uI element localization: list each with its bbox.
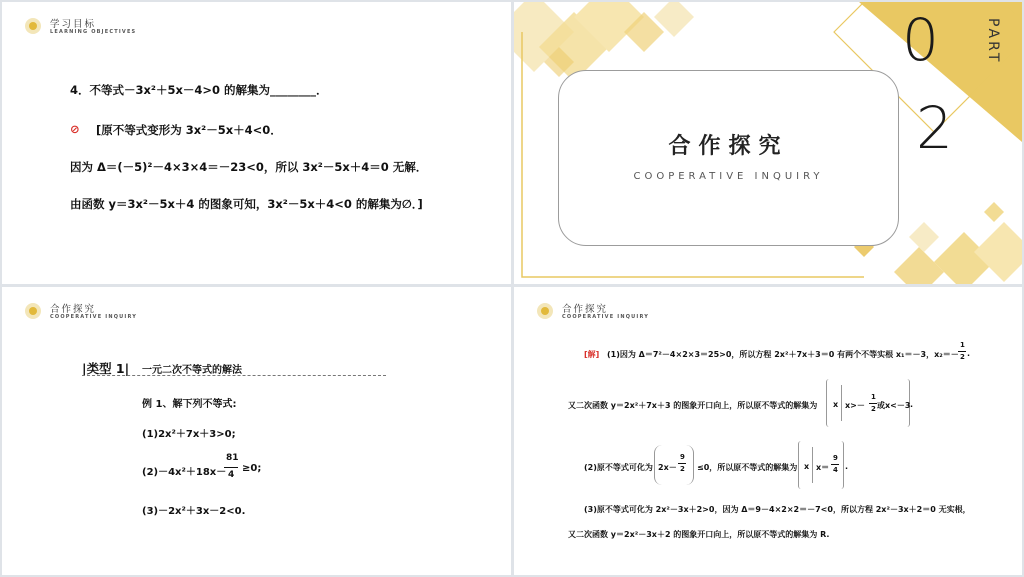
- answer-line-1: [原不等式变形为 3x²－5x＋4<0．: [96, 123, 282, 137]
- header-subtitle: LEARNING OBJECTIVES: [50, 29, 137, 35]
- fraction-numerator: 81: [226, 453, 239, 463]
- header-title: 合作探究: [562, 304, 609, 315]
- dashed-divider: [82, 375, 386, 376]
- example-heading: 例 1、解下列不等式:: [142, 399, 237, 410]
- slide-solution[interactable]: 合作探究 COOPERATIVE INQUIRY [解] (1)因为 Δ＝7²－4×2×3＝25>0，所以方程 2x²＋7x＋3＝0 有两个不等实根 x₁＝－3，x₂＝－ 1 2 . 又二次函数 y＝2x²＋7x＋3 的图象开口向上，所以原不等式的解集为 x x>－ 1 2 或x<－3 . (2)原不等式可化为 2x－ 9 2 ≤0，所以原不等式的解集为 x x＝ 9 4 . (3)原不等式可化为 2x²－3x＋2>0，因为 Δ＝9－4×2×2＝－7<0，所以方程 2x²－3x＋2＝0 无实根， 又二次函数 y＝2x²－3x＋2 的图象开口向上，所以原不等式的解集为 R.: [514, 287, 1022, 575]
- solution-part-2: (2)原不等式可化为: [584, 463, 653, 472]
- problem-3: (3)－2x²＋3x－2<0.: [142, 506, 246, 517]
- type-title: 一元二次不等式的解法: [142, 365, 242, 376]
- solution-set-2: x x＝ 9 4: [798, 441, 844, 489]
- squared-term: 2x－ 9 2: [654, 445, 694, 485]
- type-label: |类型 1|: [82, 361, 130, 376]
- section-number-top: 0: [902, 6, 939, 74]
- fraction-denominator: 4: [228, 470, 235, 480]
- header-title: 合作探究: [50, 304, 97, 315]
- fraction-bar: [224, 467, 238, 468]
- slide-example[interactable]: 合作探究 COOPERATIVE INQUIRY |类型 1| 一元二次不等式的解法 例 1、解下列不等式: (1)2x²＋7x＋3>0; (2)－4x²＋18x－ 81 4 ≥0; (3)－2x²＋3x－2<0.: [2, 287, 511, 575]
- section-subtitle: COOPERATIVE INQUIRY: [633, 171, 824, 182]
- circle-logo-icon: [536, 302, 554, 320]
- x2-numerator: 1: [960, 341, 965, 349]
- answer-symbol: ⊘: [70, 122, 80, 136]
- solution-part-1b: 又二次函数 y＝2x²＋7x＋3 的图象开口向上，所以原不等式的解集为: [568, 401, 818, 410]
- solution-part-3b: 又二次函数 y＝2x²－3x＋2 的图象开口向上，所以原不等式的解集为 R.: [568, 530, 830, 539]
- header-subtitle: COOPERATIVE INQUIRY: [50, 314, 138, 320]
- solution-part-1: (1)因为 Δ＝7²－4×2×3＝25>0，所以方程 2x²＋7x＋3＝0 有两个不等实根 x₁＝－3，x₂＝－: [607, 350, 959, 359]
- answer-line-3: 由函数 y＝3x²－5x＋4 的图象可知，3x²－5x＋4<0 的解集为∅．]: [70, 197, 423, 211]
- solution-label: [解]: [584, 350, 600, 359]
- solution-set-1: x x>－ 1 2 或x<－3: [826, 379, 910, 427]
- answer-line-2: 因为 Δ＝(－5)²－4×3×4＝－23<0，所以 3x²－5x＋4＝0 无解．: [70, 160, 428, 174]
- fraction-bar: [958, 351, 966, 352]
- circle-logo-icon: [24, 17, 42, 35]
- section-title: 合作探究: [668, 134, 789, 159]
- part-label: PART: [985, 18, 1001, 65]
- section-number-bottom: 2: [916, 94, 953, 162]
- problem-1: (1)2x²＋7x＋3>0;: [142, 429, 236, 440]
- slide-learning-objectives[interactable]: [2, 2, 511, 284]
- header-title: 学习目标: [50, 19, 97, 30]
- question-text: 4．不等式－3x²＋5x－4>0 的解集为________．: [70, 83, 328, 97]
- x2-denominator: 2: [960, 353, 965, 361]
- circle-logo-icon: [24, 302, 42, 320]
- slide-section-title[interactable]: [514, 2, 1022, 284]
- title-card: [558, 70, 899, 246]
- header-subtitle: COOPERATIVE INQUIRY: [562, 314, 650, 320]
- solution-part-3: (3)原不等式可化为 2x²－3x＋2>0，因为 Δ＝9－4×2×2＝－7<0，所以方程 2x²－3x＋2＝0 无实根，: [584, 505, 971, 514]
